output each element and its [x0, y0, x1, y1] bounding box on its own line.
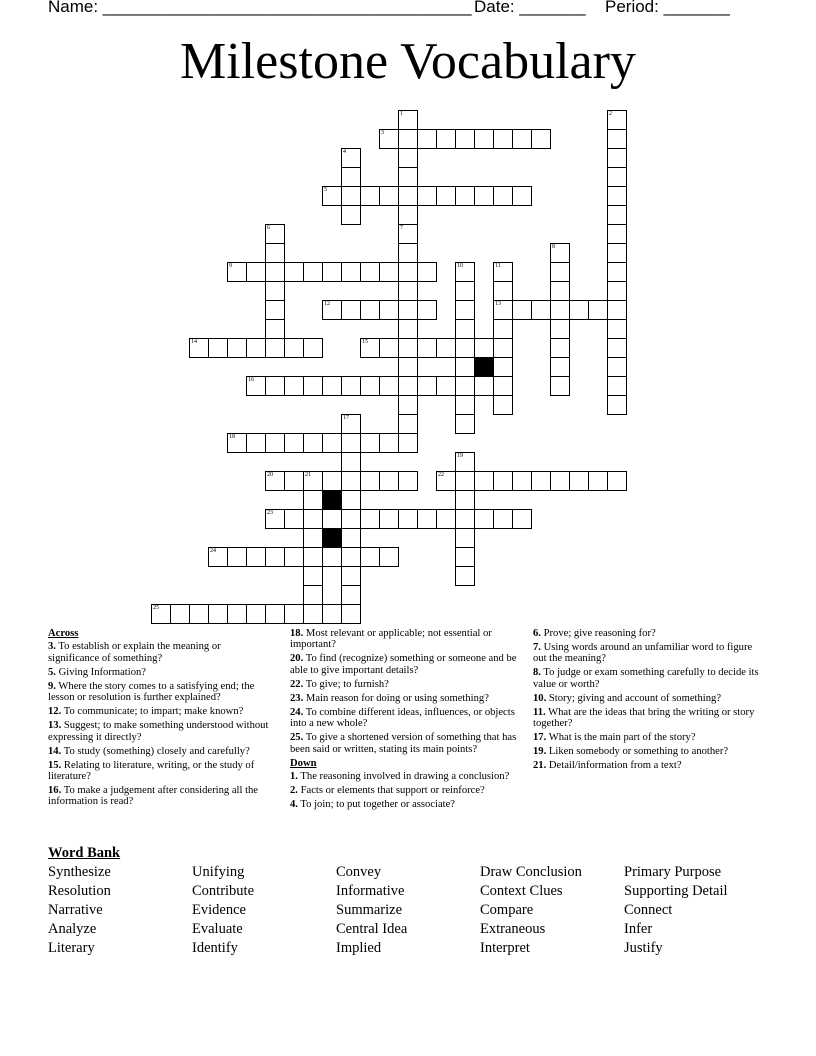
crossword-cell[interactable]: [246, 604, 266, 624]
crossword-cell[interactable]: [303, 585, 323, 605]
period-field[interactable]: Period: _______: [605, 0, 730, 16]
crossword-cell[interactable]: [436, 471, 456, 491]
clue-number: 24: [210, 548, 216, 554]
crossword-cell[interactable]: [436, 376, 456, 396]
crossword-cell[interactable]: [607, 471, 627, 491]
clue-across: 14. To study (something) closely and carefully?: [48, 745, 250, 757]
clue-number: 12: [324, 301, 330, 307]
word-bank-item: Infer: [624, 921, 653, 937]
crossword-cell[interactable]: [455, 300, 475, 320]
crossword-cell[interactable]: [341, 414, 361, 434]
crossword-cell[interactable]: [398, 262, 418, 282]
crossword-cell[interactable]: [265, 433, 285, 453]
crossword-cell[interactable]: [379, 547, 399, 567]
crossword-cell[interactable]: [284, 547, 304, 567]
crossword-cell[interactable]: [455, 490, 475, 510]
clue-down: 11. What are the ideas that bring the writing or story together?: [533, 706, 755, 730]
crossword-cell[interactable]: [455, 509, 475, 529]
crossword-cell[interactable]: [569, 471, 589, 491]
across-heading: Across: [48, 628, 79, 639]
word-bank-column: [192, 863, 254, 958]
crossword-cell[interactable]: [246, 262, 266, 282]
clue-number: 13: [495, 301, 501, 307]
clue-down: 2. Facts or elements that support or reinforce?: [290, 785, 485, 797]
crossword-cell[interactable]: [227, 604, 247, 624]
word-bank-item: Resolution: [48, 883, 111, 899]
crossword-cell[interactable]: [436, 186, 456, 206]
crossword-cell[interactable]: [436, 129, 456, 149]
crossword-cell[interactable]: [360, 376, 380, 396]
clue-number: 20: [267, 472, 273, 478]
crossword-cell[interactable]: [493, 186, 513, 206]
crossword-cell[interactable]: [493, 376, 513, 396]
crossword-cell[interactable]: [303, 547, 323, 567]
crossword-cell[interactable]: [455, 395, 475, 415]
crossword-cell[interactable]: [284, 604, 304, 624]
crossword-cell[interactable]: [284, 262, 304, 282]
crossword-cell[interactable]: [607, 395, 627, 415]
crossword-cell[interactable]: [588, 471, 608, 491]
word-bank-item: Synthesize: [48, 864, 111, 880]
crossword-cell[interactable]: [341, 509, 361, 529]
crossword-cell[interactable]: [417, 262, 437, 282]
crossword-cell[interactable]: [531, 471, 551, 491]
crossword-cell[interactable]: [360, 509, 380, 529]
word-bank-column: [48, 863, 111, 958]
crossword-cell[interactable]: [322, 186, 342, 206]
word-bank-column: [336, 863, 407, 958]
clue-number: 5: [324, 187, 327, 193]
crossword-cell[interactable]: [398, 338, 418, 358]
crossword-cell[interactable]: [398, 281, 418, 301]
crossword-cell[interactable]: [265, 547, 285, 567]
crossword-cell[interactable]: [512, 471, 532, 491]
word-bank-item: Informative: [336, 883, 405, 899]
crossword-cell[interactable]: [379, 262, 399, 282]
clue-number: 23: [267, 510, 273, 516]
word-bank-title: Word Bank: [48, 845, 121, 861]
crossword-cell[interactable]: [398, 319, 418, 339]
clue-across: 25. To give a shortened version of something that has been said or written, stating its main points?: [290, 732, 517, 755]
crossword-cell[interactable]: [398, 205, 418, 225]
crossword-block: [322, 528, 342, 548]
clue-number: 15: [362, 339, 368, 345]
crossword-block: [322, 490, 342, 510]
clue-number: 2: [609, 111, 612, 117]
clue-number: 7: [400, 225, 403, 231]
crossword-cell[interactable]: [322, 547, 342, 567]
page-title: Milestone Vocabulary: [180, 33, 636, 90]
crossword-cell[interactable]: [550, 281, 570, 301]
word-bank-item: Contribute: [192, 883, 255, 899]
crossword-cell[interactable]: [455, 262, 475, 282]
crossword-cell[interactable]: [303, 262, 323, 282]
word-bank-item: Implied: [336, 940, 382, 956]
crossword-cell[interactable]: [265, 509, 285, 529]
crossword-cell[interactable]: [341, 547, 361, 567]
crossword-cell[interactable]: [398, 129, 418, 149]
crossword-cell[interactable]: [455, 338, 475, 358]
clue-across: 12. To communicate; to impart; make known?: [48, 706, 244, 718]
crossword-cell[interactable]: [303, 433, 323, 453]
crossword-cell[interactable]: [474, 471, 494, 491]
crossword-cell[interactable]: [227, 547, 247, 567]
crossword-cell[interactable]: [455, 547, 475, 567]
clue-across: 18. Most relevant or applicable; not essential or important?: [290, 628, 492, 651]
crossword-cell[interactable]: [379, 471, 399, 491]
clue-number: 6: [267, 225, 270, 231]
crossword-cell[interactable]: [189, 338, 209, 358]
crossword-cell[interactable]: [398, 186, 418, 206]
crossword-cell[interactable]: [607, 357, 627, 377]
crossword-cell[interactable]: [569, 300, 589, 320]
crossword-cell[interactable]: [379, 338, 399, 358]
word-bank-item: Summarize: [336, 902, 403, 918]
crossword-cell[interactable]: [455, 528, 475, 548]
clue-down: 21. Detail/information from a text?: [533, 760, 682, 772]
clues-column-2: [290, 628, 518, 813]
clue-down: 8. To judge or exam something carefully to decide its value or worth?: [533, 667, 759, 690]
crossword-cell[interactable]: [455, 566, 475, 586]
crossword-cell[interactable]: [341, 300, 361, 320]
crossword-cell[interactable]: [208, 338, 228, 358]
crossword-cell[interactable]: [474, 509, 494, 529]
crossword-cell[interactable]: [550, 243, 570, 263]
clue-across: 9. Where the story comes to a satisfying end; the lesson or resolution is further explained?: [48, 680, 255, 704]
crossword-cell[interactable]: [550, 357, 570, 377]
crossword-cell[interactable]: [493, 319, 513, 339]
crossword-cell[interactable]: [284, 433, 304, 453]
crossword-cell[interactable]: [493, 338, 513, 358]
crossword-cell[interactable]: [265, 319, 285, 339]
crossword-cell[interactable]: [588, 300, 608, 320]
crossword-cell[interactable]: [607, 319, 627, 339]
crossword-cell[interactable]: [227, 338, 247, 358]
crossword-cell[interactable]: [493, 357, 513, 377]
crossword-cell[interactable]: [455, 414, 475, 434]
crossword-cell[interactable]: [398, 471, 418, 491]
crossword-cell[interactable]: [379, 509, 399, 529]
crossword-cell[interactable]: [265, 471, 285, 491]
crossword-cell[interactable]: [436, 509, 456, 529]
crossword-cell[interactable]: [284, 471, 304, 491]
crossword-cell[interactable]: [398, 509, 418, 529]
crossword-cell[interactable]: [360, 547, 380, 567]
crossword-cell[interactable]: [322, 509, 342, 529]
crossword-cell[interactable]: [265, 243, 285, 263]
crossword-cell[interactable]: [379, 376, 399, 396]
word-bank-item: Narrative: [48, 902, 103, 918]
crossword-cell[interactable]: [398, 357, 418, 377]
crossword-cell[interactable]: [303, 604, 323, 624]
crossword-cell[interactable]: [474, 376, 494, 396]
crossword-cell[interactable]: [455, 129, 475, 149]
crossword-cell[interactable]: [246, 376, 266, 396]
crossword-cell[interactable]: [607, 338, 627, 358]
clues-column-3: [533, 628, 763, 774]
crossword-cell[interactable]: [303, 528, 323, 548]
clue-across: 23. Main reason for doing or using something?: [290, 692, 489, 704]
crossword-cell[interactable]: [322, 471, 342, 491]
crossword-cell[interactable]: [360, 338, 380, 358]
crossword-cell[interactable]: [474, 338, 494, 358]
word-bank-item: Interpret: [480, 940, 530, 956]
crossword-cell[interactable]: [455, 471, 475, 491]
crossword-cell[interactable]: [284, 509, 304, 529]
clue-across: 13. Suggest; to make something understood without expressing it directly?: [48, 720, 269, 743]
crossword-cell[interactable]: [550, 338, 570, 358]
crossword-cell[interactable]: [341, 566, 361, 586]
crossword-cell[interactable]: [360, 433, 380, 453]
clue-number: 25: [153, 605, 159, 611]
clue-across: 22. To give; to furnish?: [290, 678, 389, 690]
clue-number: 14: [191, 339, 197, 345]
word-bank-item: Context Clues: [480, 883, 563, 899]
crossword-cell[interactable]: [398, 243, 418, 263]
clue-number: 21: [305, 472, 311, 478]
word-bank-item: Unifying: [192, 864, 245, 880]
clue-number: 22: [438, 472, 444, 478]
crossword-cell[interactable]: [398, 300, 418, 320]
crossword-cell[interactable]: [151, 604, 171, 624]
crossword-cell[interactable]: [341, 205, 361, 225]
crossword-cell[interactable]: [417, 129, 437, 149]
crossword-cell[interactable]: [607, 186, 627, 206]
crossword-cell[interactable]: [360, 262, 380, 282]
crossword-cell[interactable]: [417, 300, 437, 320]
crossword-cell[interactable]: [607, 167, 627, 187]
crossword-cell[interactable]: [607, 300, 627, 320]
crossword-cell[interactable]: [455, 281, 475, 301]
crossword-cell[interactable]: [379, 433, 399, 453]
crossword-cell[interactable]: [341, 490, 361, 510]
crossword-cell[interactable]: [341, 167, 361, 187]
crossword-cell[interactable]: [265, 262, 285, 282]
word-bank-item: Draw Conclusion: [480, 864, 582, 880]
crossword-cell[interactable]: [341, 604, 361, 624]
word-bank-column: [624, 863, 728, 958]
crossword-cell[interactable]: [360, 300, 380, 320]
clues-column-1: [48, 628, 273, 810]
crossword-cell[interactable]: [322, 433, 342, 453]
crossword-cell[interactable]: [284, 376, 304, 396]
crossword-cell[interactable]: [550, 319, 570, 339]
crossword-cell[interactable]: [246, 338, 266, 358]
crossword-cell[interactable]: [550, 262, 570, 282]
crossword-cell[interactable]: [398, 110, 418, 130]
crossword-cell[interactable]: [493, 300, 513, 320]
crossword-cell[interactable]: [227, 433, 247, 453]
clue-down: 19. Liken somebody or something to another?: [533, 746, 729, 758]
clue-number: 11: [495, 263, 501, 269]
crossword-cell[interactable]: [265, 376, 285, 396]
crossword-cell[interactable]: [265, 224, 285, 244]
crossword-cell[interactable]: [341, 262, 361, 282]
word-bank-item: Primary Purpose: [624, 864, 722, 880]
name-field[interactable]: Name: _______________________________________: [48, 0, 472, 16]
crossword-cell[interactable]: [189, 604, 209, 624]
crossword-cell[interactable]: [379, 300, 399, 320]
crossword-cell[interactable]: [607, 148, 627, 168]
down-heading: Down: [290, 757, 317, 769]
clue-down: 4. To join; to put together or associate?: [290, 799, 456, 811]
crossword-cell[interactable]: [303, 338, 323, 358]
crossword-cell[interactable]: [379, 129, 399, 149]
word-bank-item: Identify: [192, 940, 238, 956]
crossword-cell[interactable]: [341, 471, 361, 491]
crossword-cell[interactable]: [607, 262, 627, 282]
word-bank-item: Evaluate: [192, 921, 243, 937]
crossword-cell[interactable]: [607, 243, 627, 263]
clue-down: 1. The reasoning involved in drawing a conclusion?: [290, 771, 510, 783]
clue-across: 15. Relating to literature, writing, or the study of literature?: [48, 759, 255, 783]
crossword-cell[interactable]: [265, 281, 285, 301]
crossword-cell[interactable]: [607, 224, 627, 244]
crossword-cell[interactable]: [550, 471, 570, 491]
crossword-cell[interactable]: [493, 395, 513, 415]
crossword-cell[interactable]: [493, 509, 513, 529]
crossword-cell[interactable]: [303, 490, 323, 510]
clue-number: 10: [457, 263, 463, 269]
crossword-cell[interactable]: [208, 604, 228, 624]
crossword-cell[interactable]: [550, 376, 570, 396]
clue-across: 5. Giving Information?: [48, 666, 146, 678]
crossword-cell[interactable]: [474, 129, 494, 149]
word-bank-item: Connect: [624, 902, 673, 918]
crossword-cell[interactable]: [607, 110, 627, 130]
word-bank-item: Justify: [624, 940, 663, 956]
crossword-cell[interactable]: [398, 224, 418, 244]
crossword-cell[interactable]: [531, 300, 551, 320]
crossword-cell[interactable]: [607, 376, 627, 396]
crossword-cell[interactable]: [284, 338, 304, 358]
crossword-cell[interactable]: [360, 186, 380, 206]
clue-across: 3. To establish or explain the meaning or significance of something?: [48, 641, 221, 664]
crossword-cell[interactable]: [398, 376, 418, 396]
crossword-cell[interactable]: [227, 262, 247, 282]
crossword-cell[interactable]: [436, 338, 456, 358]
crossword-cell[interactable]: [455, 319, 475, 339]
crossword-cell[interactable]: [417, 186, 437, 206]
crossword-cell[interactable]: [493, 262, 513, 282]
clue-number: 17: [343, 415, 349, 421]
crossword-cell[interactable]: [398, 395, 418, 415]
crossword-cell[interactable]: [246, 547, 266, 567]
crossword-cell[interactable]: [246, 433, 266, 453]
crossword-cell[interactable]: [303, 376, 323, 396]
crossword-cell[interactable]: [398, 433, 418, 453]
crossword-cell[interactable]: [341, 528, 361, 548]
clue-number: 18: [229, 434, 235, 440]
clue-number: 16: [248, 377, 254, 383]
word-bank-item: Extraneous: [480, 921, 546, 937]
crossword-cell[interactable]: [417, 338, 437, 358]
crossword-cell[interactable]: [322, 300, 342, 320]
crossword-cell[interactable]: [512, 186, 532, 206]
crossword-cell[interactable]: [455, 376, 475, 396]
crossword-cell[interactable]: [341, 452, 361, 472]
crossword-cell[interactable]: [512, 509, 532, 529]
crossword-cell[interactable]: [341, 585, 361, 605]
crossword-cell[interactable]: [550, 300, 570, 320]
date-field[interactable]: Date: _______: [474, 0, 586, 16]
word-bank-item: Convey: [336, 864, 382, 880]
crossword-cell[interactable]: [208, 547, 228, 567]
clue-number: 3: [381, 130, 384, 136]
crossword-cell[interactable]: [322, 262, 342, 282]
student-info-line: [48, 0, 748, 21]
crossword-cell[interactable]: [493, 129, 513, 149]
clue-down: 6. Prove; give reasoning for?: [533, 628, 656, 639]
crossword-block: [474, 357, 494, 377]
clue-down: 10. Story; giving and account of something?: [533, 692, 722, 704]
word-bank-column: [480, 863, 582, 958]
crossword-cell[interactable]: [607, 129, 627, 149]
crossword-cell[interactable]: [265, 604, 285, 624]
clue-number: 8: [552, 244, 555, 250]
crossword-cell[interactable]: [512, 129, 532, 149]
clue-number: 9: [229, 263, 232, 269]
crossword-cell[interactable]: [360, 471, 380, 491]
crossword-cell[interactable]: [265, 300, 285, 320]
crossword-cell[interactable]: [455, 357, 475, 377]
word-bank-item: Literary: [48, 940, 95, 956]
clue-across: 24. To combine different ideas, influences, or objects into a new whole?: [290, 706, 515, 730]
crossword-cell[interactable]: [303, 509, 323, 529]
clue-across: 20. To find (recognize) something or someone and be able to give important details?: [290, 653, 517, 676]
crossword-cell[interactable]: [322, 376, 342, 396]
crossword-cell[interactable]: [341, 376, 361, 396]
crossword-cell[interactable]: [493, 471, 513, 491]
crossword-cell[interactable]: [531, 129, 551, 149]
word-bank-item: Compare: [480, 902, 534, 918]
crossword-cell[interactable]: [341, 186, 361, 206]
clue-number: 1: [400, 111, 403, 117]
crossword-cell[interactable]: [474, 186, 494, 206]
clue-across: 16. To make a judgement after considering all the information is read?: [48, 785, 259, 808]
crossword-cell[interactable]: [398, 148, 418, 168]
crossword-cell[interactable]: [341, 148, 361, 168]
crossword-cell[interactable]: [303, 471, 323, 491]
crossword-cell[interactable]: [417, 509, 437, 529]
crossword-cell[interactable]: [455, 186, 475, 206]
crossword-cell[interactable]: [379, 186, 399, 206]
word-bank-item: Central Idea: [336, 921, 408, 937]
word-bank-item: Supporting Detail: [624, 883, 728, 899]
crossword-cell[interactable]: [265, 338, 285, 358]
clue-down: 7. Using words around an unfamiliar word to figure out the meaning?: [533, 642, 753, 665]
crossword-cell[interactable]: [398, 414, 418, 434]
word-bank-item: Evidence: [192, 902, 246, 918]
crossword-cell[interactable]: [455, 452, 475, 472]
crossword-cell[interactable]: [417, 376, 437, 396]
clue-down: 17. What is the main part of the story?: [533, 732, 696, 744]
clue-number: 4: [343, 149, 346, 155]
clue-number: 19: [457, 453, 463, 459]
crossword-cell[interactable]: [303, 566, 323, 586]
crossword-cell[interactable]: [607, 281, 627, 301]
crossword-cell[interactable]: [341, 433, 361, 453]
crossword-cell[interactable]: [398, 167, 418, 187]
crossword-cell[interactable]: [512, 300, 532, 320]
crossword-cell[interactable]: [170, 604, 190, 624]
word-bank-item: Analyze: [48, 921, 97, 937]
crossword-cell[interactable]: [493, 281, 513, 301]
crossword-cell[interactable]: [322, 604, 342, 624]
crossword-cell[interactable]: [607, 205, 627, 225]
